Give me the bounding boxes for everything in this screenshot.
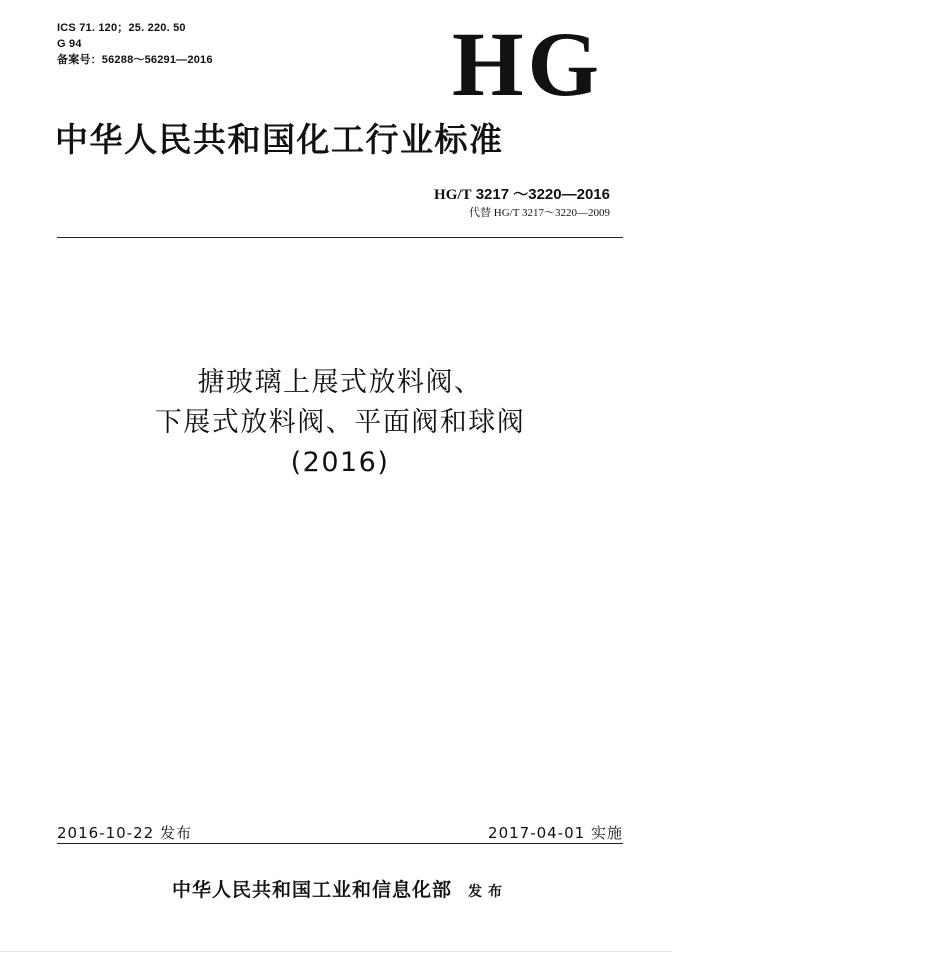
page-edge-line xyxy=(0,951,672,952)
title-line-3: (2016) xyxy=(290,447,390,478)
bottom-divider xyxy=(57,843,623,844)
classification-block xyxy=(57,20,213,68)
document-title xyxy=(57,363,623,483)
standard-range: 3217 ～3220—2016 xyxy=(471,186,610,203)
implement-date: 2017-04-01 实施 xyxy=(488,824,623,842)
top-divider xyxy=(57,237,623,238)
title-line-2: 下展式放料阀、平面阀和球阀 xyxy=(154,407,526,438)
standard-number xyxy=(434,185,610,205)
ics-code: ICS 71. 120；25. 220. 50 xyxy=(57,22,186,34)
industry-standard-title: 中华人民共和国化工行业标准 xyxy=(55,120,504,159)
hg-logo: HG xyxy=(452,13,604,115)
issuer-line xyxy=(57,877,623,905)
standard-number-block xyxy=(434,185,610,221)
issuer-name: 中华人民共和国工业和信息化部 xyxy=(171,879,452,901)
issuer-action: 发布 xyxy=(468,884,508,900)
standard-prefix: HG/T xyxy=(434,187,472,203)
issue-date: 2016-10-22 发布 xyxy=(57,824,192,842)
record-number: 备案号：56288～56291—2016 xyxy=(57,54,213,66)
replaces-standard: 代替 HG/T 3217～3220—2009 xyxy=(469,207,610,219)
class-code: G 94 xyxy=(57,38,82,50)
title-line-1: 搪玻璃上展式放料阀、 xyxy=(197,367,483,398)
